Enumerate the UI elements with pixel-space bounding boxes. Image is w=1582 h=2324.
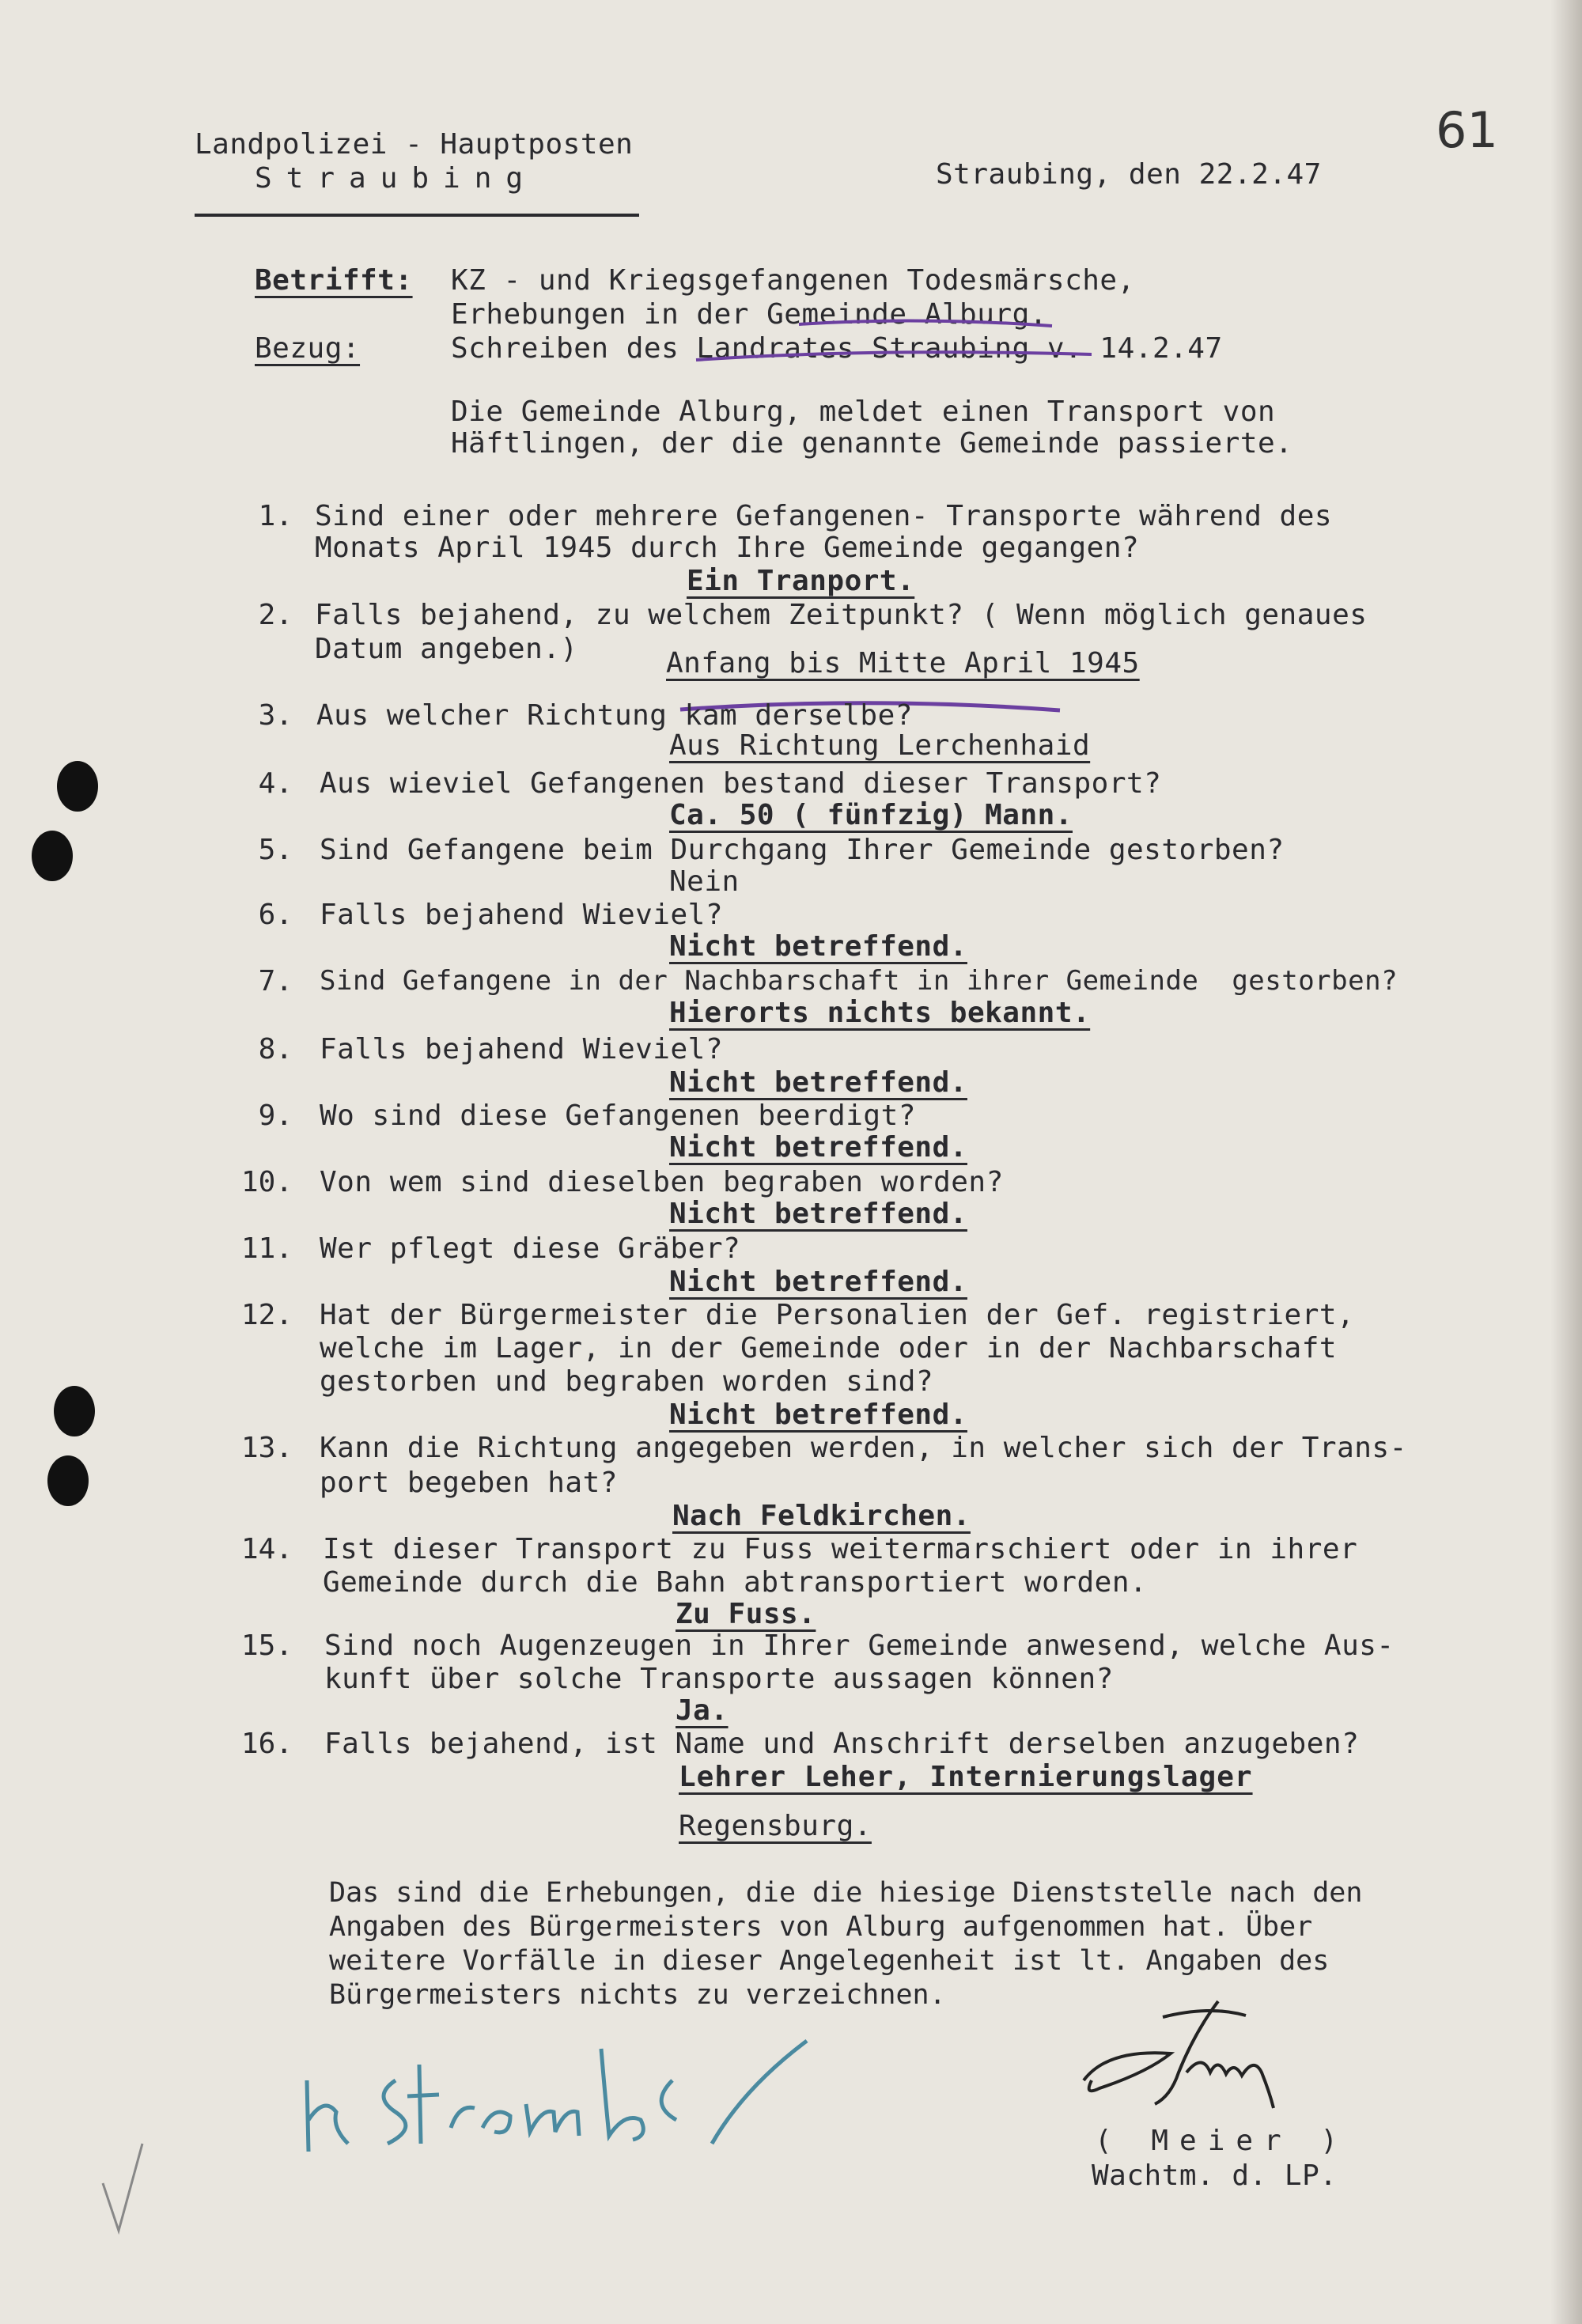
question-number: 3. bbox=[258, 699, 293, 732]
answer-text: Nein bbox=[669, 865, 740, 898]
question-text: Wo sind diese Gefangenen beerdigt? bbox=[320, 1100, 916, 1132]
question-text: Kann die Richtung angegeben werden, in welcher sich der Trans- bbox=[320, 1432, 1407, 1464]
question-text: Aus welcher Richtung kam derselbe? bbox=[316, 699, 913, 732]
question-text: Gemeinde durch die Bahn abtransportiert worden. bbox=[323, 1566, 1148, 1599]
question-number: 14. bbox=[240, 1533, 293, 1565]
closing-line-4: Bürgermeisters nichts zu verzeichnen. bbox=[329, 1979, 946, 2011]
answer-text: Nicht betreffend. bbox=[669, 1266, 967, 1298]
answer-text: Nicht betreffend. bbox=[669, 1131, 967, 1164]
handwritten-annotation bbox=[301, 2033, 838, 2191]
question-number: 6. bbox=[258, 899, 293, 931]
closing-line-3: weitere Vorfälle in dieser Angelegenheit ist lt. Angaben des bbox=[329, 1945, 1330, 1977]
question-text: Falls bejahend, ist Name und Anschrift derselben anzugeben? bbox=[324, 1728, 1360, 1760]
intro-line-2: Häftlingen, der die genannte Gemeinde passierte. bbox=[451, 427, 1293, 460]
question-number: 10. bbox=[240, 1166, 293, 1198]
question-text: gestorben und begraben worden sind? bbox=[320, 1365, 934, 1398]
answer-text-line-2: Regensburg. bbox=[679, 1810, 872, 1842]
question-text: Aus wieviel Gefangenen bestand dieser Transport? bbox=[320, 767, 1162, 800]
question-number: 13. bbox=[240, 1432, 293, 1464]
betrifft-line-1: KZ - und Kriegsgefangenen Todesmärsche, bbox=[451, 264, 1135, 297]
org-line-2: Straubing bbox=[255, 162, 538, 195]
question-number: 4. bbox=[258, 767, 293, 800]
answer-text: Anfang bis Mitte April 1945 bbox=[666, 647, 1140, 679]
question-text: Sind Gefangene beim Durchgang Ihrer Gemeinde gestorben? bbox=[320, 834, 1285, 866]
answer-text: Lehrer Leher, Internierungslager bbox=[679, 1761, 1253, 1793]
answer-text: Nicht betreffend. bbox=[669, 1066, 967, 1099]
answer-text: Hierorts nichts bekannt. bbox=[669, 997, 1091, 1029]
question-text: port begeben hat? bbox=[320, 1467, 618, 1499]
question-number: 16. bbox=[240, 1728, 293, 1760]
closing-line-2: Angaben des Bürgermeisters von Alburg aufgenommen hat. Über bbox=[329, 1911, 1313, 1943]
answer-text: Zu Fuss. bbox=[676, 1598, 816, 1630]
question-text: Sind einer oder mehrere Gefangenen- Transporte während des bbox=[315, 500, 1333, 532]
signature-handwritten bbox=[1076, 1985, 1329, 2128]
question-text: Hat der Bürgermeister die Personalien der Gef. registriert, bbox=[320, 1299, 1355, 1331]
answer-text: Aus Richtung Lerchenhaid bbox=[669, 729, 1091, 762]
pencil-tick bbox=[95, 2136, 158, 2239]
question-text: Von wem sind dieselben begraben worden? bbox=[320, 1166, 1004, 1198]
question-text: Falls bejahend, zu welchem Zeitpunkt? ( Wenn möglich genaues bbox=[315, 599, 1368, 631]
closing-line-1: Das sind die Erhebungen, die die hiesige Dienststelle nach den bbox=[329, 1877, 1363, 1909]
question-text: Falls bejahend Wieviel? bbox=[320, 899, 723, 931]
signature-name: ( Meier ) bbox=[1095, 2125, 1349, 2157]
answer-text: Ca. 50 ( fünfzig) Mann. bbox=[669, 799, 1073, 831]
question-number: 5. bbox=[258, 834, 293, 866]
question-number: 11. bbox=[240, 1232, 293, 1265]
question-text: Sind Gefangene in der Nachbarschaft in ihrer Gemeinde gestorben? bbox=[320, 965, 1398, 997]
date-line: Straubing, den 22.2.47 bbox=[936, 158, 1322, 191]
question-text: Ist dieser Transport zu Fuss weitermarschiert oder in ihrer bbox=[323, 1533, 1358, 1565]
question-number: 7. bbox=[258, 965, 293, 997]
question-text: Monats April 1945 durch Ihre Gemeinde gegangen? bbox=[315, 532, 1140, 564]
question-number: 8. bbox=[258, 1033, 293, 1065]
page-number: 61 bbox=[1436, 101, 1498, 159]
org-line-1: Landpolizei - Hauptposten bbox=[195, 128, 634, 161]
question-number: 15. bbox=[240, 1629, 293, 1662]
bezug-line: Schreiben des Landrates Straubing v. 14.2.47 bbox=[451, 332, 1223, 365]
question-number: 12. bbox=[240, 1299, 293, 1331]
signature-rank: Wachtm. d. LP. bbox=[1092, 2159, 1338, 2192]
answer-text: Nicht betreffend. bbox=[669, 1198, 967, 1230]
question-number: 9. bbox=[258, 1100, 293, 1132]
betrifft-label: Betrifft: bbox=[255, 264, 413, 297]
question-text: Sind noch Augenzeugen in Ihrer Gemeinde anwesend, welche Aus- bbox=[324, 1629, 1395, 1662]
question-text: kunft über solche Transporte aussagen können? bbox=[324, 1663, 1114, 1695]
answer-text: Ja. bbox=[676, 1694, 729, 1727]
betrifft-line-2: Erhebungen in der Gemeinde Alburg. bbox=[451, 298, 1047, 331]
question-text: Wer pflegt diese Gräber? bbox=[320, 1232, 741, 1265]
answer-text: Ein Tranport. bbox=[687, 565, 915, 597]
question-text: Datum angeben.) bbox=[315, 633, 578, 665]
answer-text: Nicht betreffend. bbox=[669, 1399, 967, 1431]
question-text: Falls bejahend Wieviel? bbox=[320, 1033, 723, 1065]
question-text: welche im Lager, in der Gemeinde oder in der Nachbarschaft bbox=[320, 1332, 1338, 1364]
bezug-label: Bezug: bbox=[255, 332, 361, 365]
answer-text: Nicht betreffend. bbox=[669, 930, 967, 963]
question-number: 2. bbox=[258, 599, 293, 631]
intro-line-1: Die Gemeinde Alburg, meldet einen Transport von bbox=[451, 396, 1276, 428]
answer-text: Nach Feldkirchen. bbox=[672, 1500, 971, 1532]
question-number: 1. bbox=[258, 500, 293, 532]
